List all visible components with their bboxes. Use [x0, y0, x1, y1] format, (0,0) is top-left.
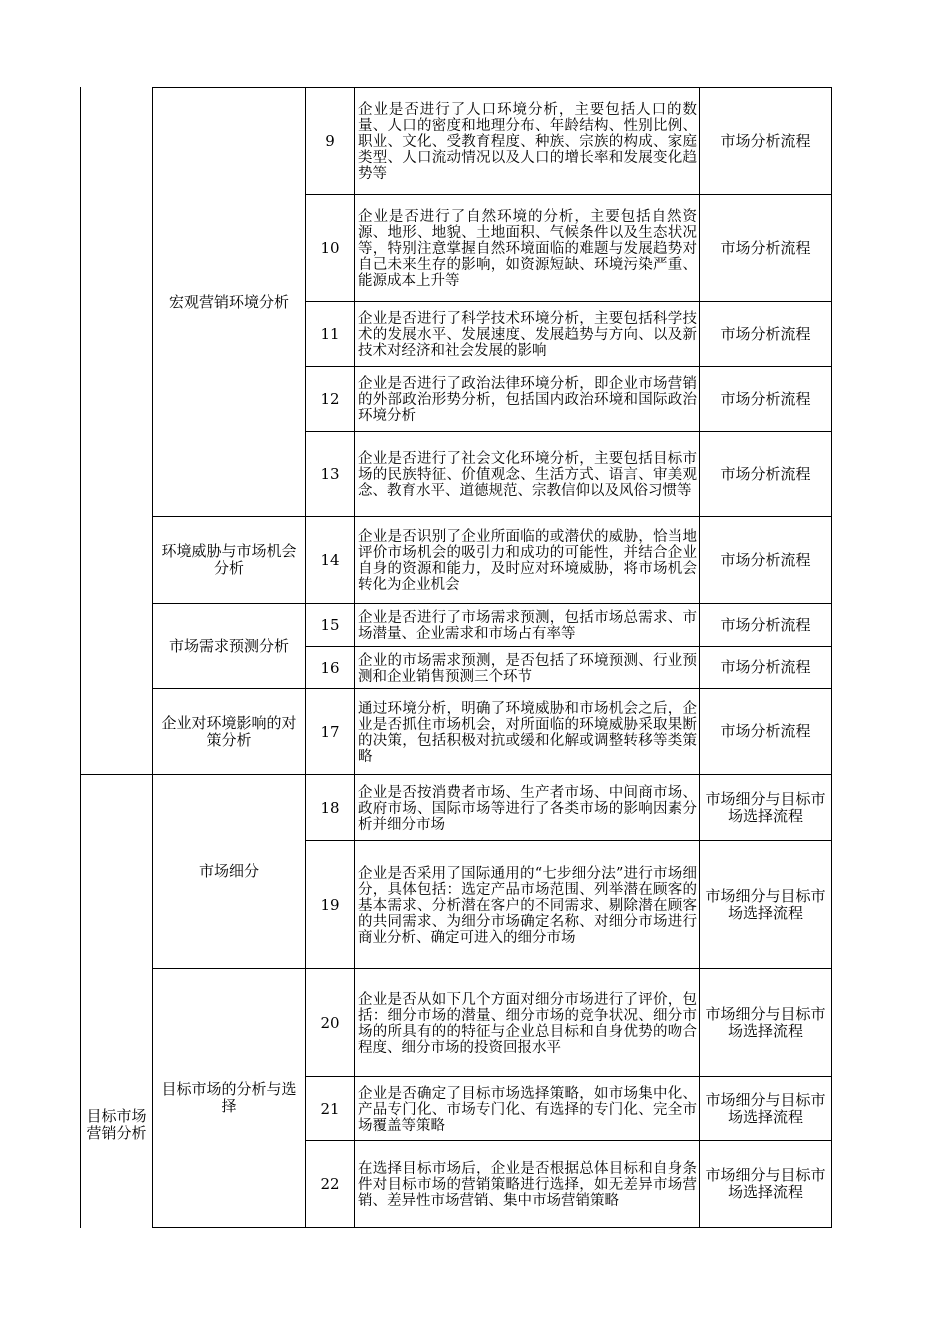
row-number	[306, 689, 354, 774]
row-flow	[700, 1077, 831, 1140]
row-flow	[700, 647, 831, 688]
subcategory-label: 市场细分	[198, 862, 259, 880]
row-number-text: 20	[320, 1013, 340, 1032]
row-flow-text: 市场分析流程	[720, 464, 811, 483]
row-description	[355, 1141, 699, 1227]
row-number	[306, 195, 354, 301]
table-bottom-border	[152, 1227, 832, 1228]
row-description-text: 企业是否进行了市场需求预测，包括市场总需求、市场潜量、企业需求和市场占有率等	[358, 610, 697, 642]
category-cell	[81, 1090, 152, 1160]
row-number	[306, 841, 354, 968]
row-number-text: 16	[320, 658, 340, 677]
row-flow-text: 市场分析流程	[720, 131, 811, 150]
row-number	[306, 775, 354, 840]
row-description	[355, 647, 699, 688]
row-description-text: 企业的市场需求预测，是否包括了环境预测、行业预测和企业销售预测三个环节	[358, 652, 697, 685]
subcategory-label: 宏观营销环境分析	[168, 292, 289, 311]
row-flow	[700, 367, 831, 431]
row-number	[306, 969, 354, 1076]
row-description	[355, 88, 699, 194]
row-number-text: 10	[320, 239, 340, 257]
row-flow-text: 市场分析流程	[720, 324, 811, 343]
row-flow	[700, 302, 831, 366]
subcategory-cell	[153, 969, 305, 1227]
row-number-text: 21	[320, 1099, 340, 1118]
row-flow-text: 市场分析流程	[720, 658, 811, 676]
row-number	[306, 367, 354, 431]
row-number	[306, 1141, 354, 1227]
row-description	[355, 969, 699, 1076]
row-description-text: 企业是否从如下几个方面对细分市场进行了评价，包括：细分市场的潜量、细分市场的竞争状况、细分市场的所具有的的特征与企业总目标和自身优势的吻合程度、细分市场的投资回报水平	[358, 991, 697, 1056]
row-description-text: 通过环境分析，明确了环境威胁和市场机会之后，企业是否抓住市场机会，对所面临的环境威胁采取果断的决策，包括积极对抗或缓和化解或调整转移等类策略	[358, 700, 697, 765]
row-number	[306, 1077, 354, 1140]
row-number-text: 14	[320, 551, 340, 569]
row-number-text: 13	[320, 465, 340, 483]
subcategory-cell	[153, 775, 305, 968]
subcategory-cell	[153, 689, 305, 774]
row-description-text: 企业是否采用了国际通用的“七步细分法”进行市场细分，具体包括：选定产品市场范围、列举潜在顾客的基本需求、分析潜在客户的不同需求、剔除潜在顾客的共同需求、为细分市场确定名称、对细分市场进行商业分析、确定可进入的细分市场	[358, 865, 697, 946]
row-description	[355, 775, 699, 840]
row-description-text: 企业是否进行了政治法律环境分析，即企业市场营销的外部政治形势分析，包括国内政治环境和国际政治环境分析	[358, 376, 697, 424]
row-number	[306, 432, 354, 516]
row-flow	[700, 517, 831, 603]
row-description-text: 企业是否进行了科学技术环境分析，主要包括科学技术的发展水平、发展速度、发展趋势与方向、以及新技术对经济和社会发展的影响	[358, 311, 697, 359]
row-number-text: 11	[320, 325, 340, 343]
row-number	[306, 647, 354, 688]
row-flow-text: 市场分析流程	[720, 722, 811, 740]
row-description-text: 企业是否进行了社会文化环境分析，主要包括目标市场的民族特征、价值观念、生活方式、语言、审美观念、教育水平、道德规范、宗教信仰以及风俗习惯等	[358, 451, 697, 499]
subcategory-label: 目标市场的分析与选择	[161, 1080, 297, 1115]
row-number	[306, 88, 354, 194]
row-description-text: 企业是否确定了目标市场选择策略，如市场集中化、产品专门化、市场专门化、有选择的专门化、完全市场覆盖等策略	[358, 1085, 697, 1134]
table-right-border	[831, 87, 832, 1228]
row-flow	[700, 88, 831, 194]
subcategory-label: 环境威胁与市场机会分析	[161, 542, 297, 577]
row-number-text: 9	[325, 132, 335, 150]
subcategory-cell	[153, 88, 305, 516]
subcategory-cell	[153, 604, 305, 688]
row-flow	[700, 1141, 831, 1227]
row-description	[355, 841, 699, 968]
row-number-text: 17	[320, 722, 340, 741]
row-description	[355, 195, 699, 301]
row-description-text: 企业是否识别了企业所面临的或潜伏的威胁，恰当地评价市场机会的吸引力和成功的可能性，并结合企业自身的资源和能力，及时应对环境威胁，将市场机会转化为企业机会	[358, 529, 697, 593]
row-flow-text: 市场细分与目标市场选择流程	[705, 789, 826, 825]
row-description-text: 企业是否按消费者市场、生产者市场、中间商市场、政府市场、国际市场等进行了各类市场的影响因素分析并细分市场	[358, 784, 697, 833]
row-flow-text: 市场分析流程	[720, 550, 811, 569]
row-flow-text: 市场细分与目标市场选择流程	[705, 1090, 826, 1126]
row-number-text: 12	[320, 390, 340, 408]
row-number	[306, 302, 354, 366]
row-flow-text: 市场细分与目标市场选择流程	[705, 886, 826, 922]
row-flow-text: 市场细分与目标市场选择流程	[705, 1004, 826, 1040]
row-description	[355, 432, 699, 516]
row-description	[355, 302, 699, 366]
row-description	[355, 1077, 699, 1140]
row-flow-text: 市场分析流程	[720, 615, 811, 634]
row-flow	[700, 604, 831, 646]
row-number	[306, 604, 354, 646]
subcategory-label: 企业对环境影响的对策分析	[161, 713, 297, 749]
row-flow	[700, 841, 831, 968]
row-flow	[700, 195, 831, 301]
subcategory-cell	[153, 517, 305, 603]
category-label: 目标市场营销分析	[86, 1107, 147, 1142]
row-flow-text: 市场细分与目标市场选择流程	[705, 1166, 826, 1201]
row-number-text: 15	[320, 616, 340, 634]
row-flow	[700, 775, 831, 840]
table-left-border	[80, 87, 81, 1228]
row-number-text: 19	[320, 895, 340, 914]
row-number-text: 18	[320, 798, 340, 817]
subcategory-label: 市场需求预测分析	[168, 636, 289, 655]
row-flow	[700, 432, 831, 516]
row-flow-text: 市场分析流程	[720, 389, 811, 408]
row-flow-text: 市场分析流程	[720, 238, 811, 257]
row-description-text: 在选择目标市场后，企业是否根据总体目标和自身条件对目标市场的营销策略进行选择，如无差异市场营销、差异性市场营销、集中市场营销策略	[358, 1161, 697, 1209]
row-description	[355, 517, 699, 603]
row-description	[355, 604, 699, 646]
row-flow	[700, 969, 831, 1076]
row-number-text: 22	[320, 1175, 340, 1193]
row-description-text: 企业是否进行了自然环境的分析，主要包括自然资源、地形、地貌、土地面积、气候条件以及生态状况等，特别注意掌握自然环境面临的难题与发展趋势对自己未来生存的影响，如资源短缺、环境污染严重、能源成本上升等	[358, 209, 697, 289]
row-description-text: 企业是否进行了人口环境分析，主要包括人口的数量、人口的密度和地理分布、年龄结构、性别比例、职业、文化、受教育程度、种族、宗族的构成、家庭类型、人口流动情况以及人口的增长率和发展变化趋势等	[358, 102, 697, 182]
row-description	[355, 367, 699, 431]
row-number	[306, 517, 354, 603]
row-description	[355, 689, 699, 774]
row-flow	[700, 689, 831, 774]
